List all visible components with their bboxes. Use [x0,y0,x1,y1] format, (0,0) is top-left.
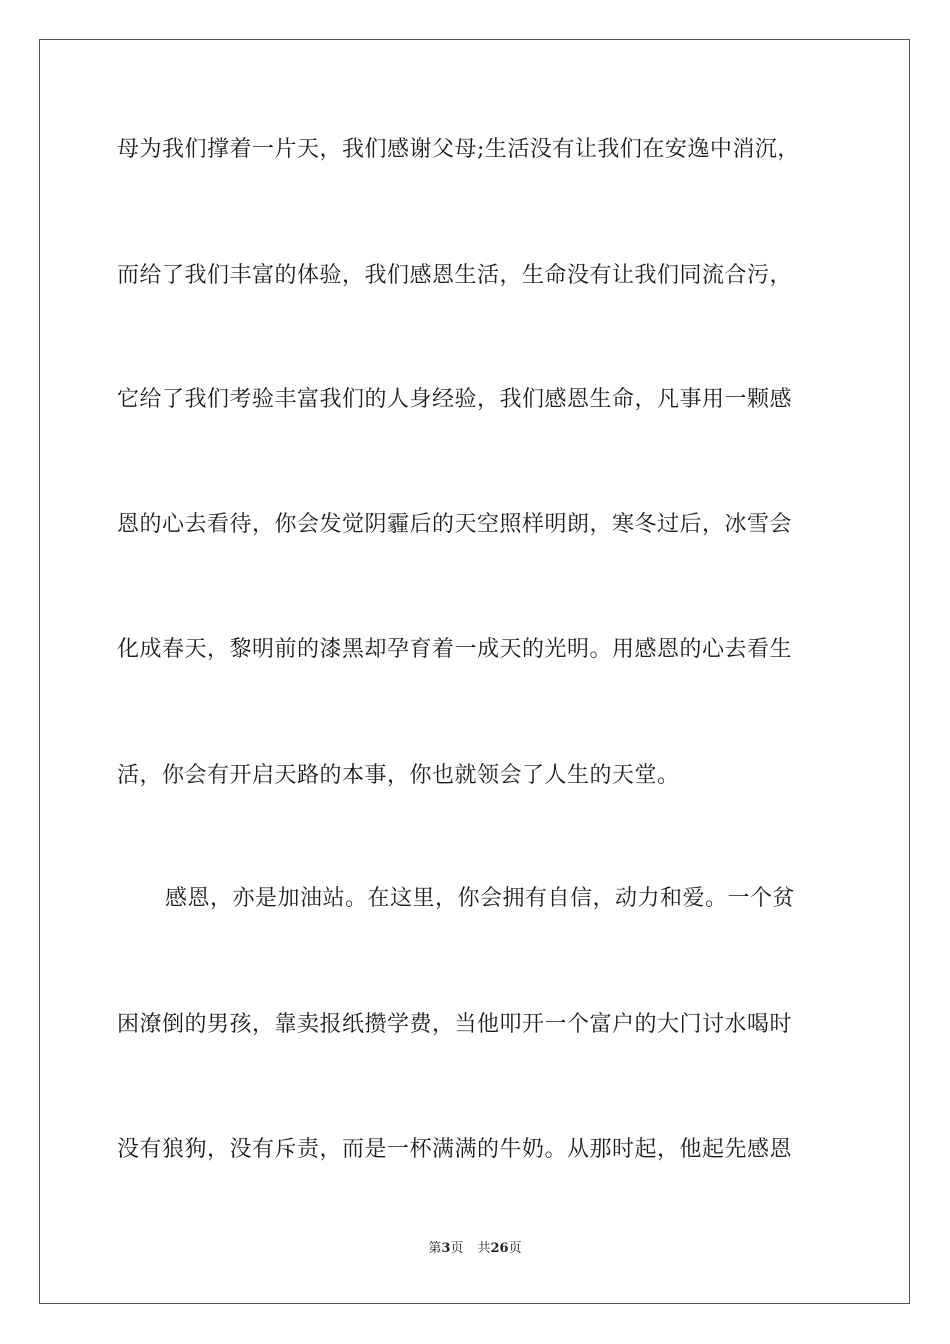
total-suffix: 页 [508,1241,522,1256]
total-pages: 26 [490,1241,509,1256]
page-border [39,39,910,1304]
page-prefix: 第 [428,1241,442,1256]
paragraph-first-line: 感恩，亦是加油站。在这里，你会拥有自信，动力和爱。一个贫 [165,886,796,911]
text-line: 母为我们撑着一片天，我们感谢父母;生活没有让我们在安逸中消沉， [117,137,800,162]
text-line: 没有狼狗，没有斥责，而是一杯满满的牛奶。从那时起，他起先感恩 [117,1137,793,1162]
page-number: 3 [441,1241,451,1256]
text-line: 化成春天，黎明前的漆黑却孕育着一成天的光明。用感恩的心去看生 [117,637,793,662]
page-footer [0,1240,950,1258]
text-line: 而给了我们丰富的体验，我们感恩生活，生命没有让我们同流合污， [117,263,793,288]
text-line: 困潦倒的男孩，靠卖报纸攒学费，当他叩开一个富户的大门讨水喝时 [117,1012,793,1037]
total-prefix: 共 [477,1241,491,1256]
text-line: 恩的心去看待，你会发觉阴霾后的天空照样明朗，寒冬过后，冰雪会 [117,512,793,537]
text-line: 它给了我们考验丰富我们的人身经验，我们感恩生命，凡事用一颗感 [117,387,793,412]
page-suffix: 页 [450,1241,464,1256]
text-line: 活，你会有开启天路的本事，你也就领会了人生的天堂。 [117,763,680,788]
